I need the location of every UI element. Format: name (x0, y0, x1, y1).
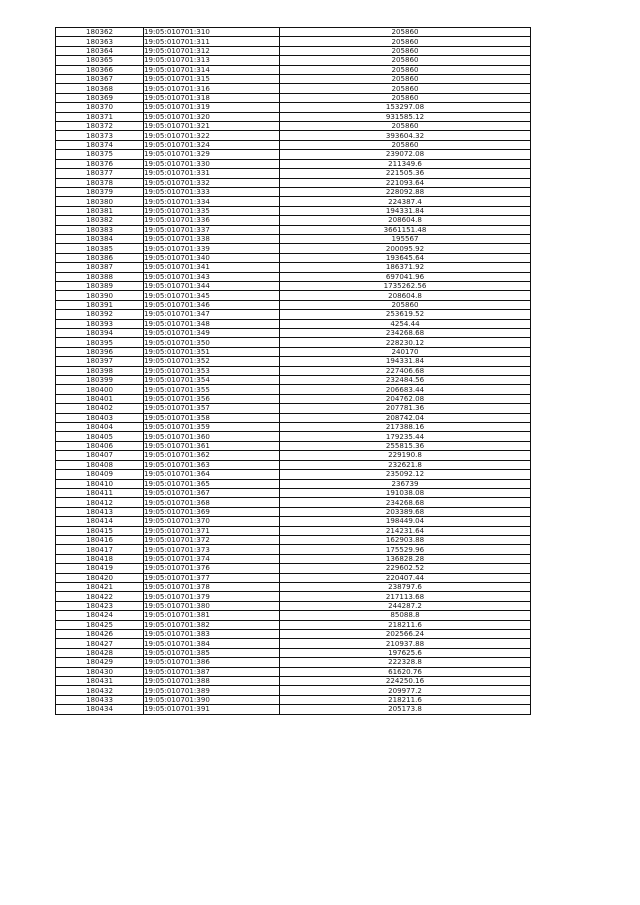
table-row (56, 263, 531, 272)
table-row (56, 75, 531, 84)
value-cell: 218211.6 (280, 695, 531, 704)
value-cell: 228230.12 (280, 338, 531, 347)
row-number-cell: 180388 (56, 272, 144, 281)
table-row (56, 93, 531, 102)
cadastral-number-cell: 19:05:010701:368 (144, 498, 280, 507)
table-row (56, 225, 531, 234)
table-row (56, 554, 531, 563)
cadastral-number-cell: 19:05:010701:369 (144, 507, 280, 516)
cadastral-number-cell: 19:05:010701:363 (144, 460, 280, 469)
row-number-cell: 180402 (56, 404, 144, 413)
table-row (56, 620, 531, 629)
row-number-cell: 180433 (56, 695, 144, 704)
table-row (56, 498, 531, 507)
cadastral-number-cell: 19:05:010701:380 (144, 601, 280, 610)
cadastral-number-cell: 19:05:010701:374 (144, 554, 280, 563)
row-number-cell: 180426 (56, 630, 144, 639)
row-number-cell: 180365 (56, 56, 144, 65)
row-number-cell: 180424 (56, 611, 144, 620)
table-row (56, 37, 531, 46)
cadastral-number-cell: 19:05:010701:321 (144, 122, 280, 131)
value-cell: 208742.04 (280, 413, 531, 422)
cadastral-number-cell: 19:05:010701:370 (144, 517, 280, 526)
cadastral-number-cell: 19:05:010701:365 (144, 479, 280, 488)
row-number-cell: 180362 (56, 28, 144, 37)
table-row (56, 648, 531, 657)
row-number-cell: 180387 (56, 263, 144, 272)
table-row (56, 169, 531, 178)
row-number-cell: 180390 (56, 291, 144, 300)
row-number-cell: 180415 (56, 526, 144, 535)
cadastral-number-cell: 19:05:010701:320 (144, 112, 280, 121)
table-row (56, 488, 531, 497)
value-cell: 697041.96 (280, 272, 531, 281)
table-row (56, 357, 531, 366)
table-row (56, 187, 531, 196)
cadastral-number-cell: 19:05:010701:386 (144, 658, 280, 667)
row-number-cell: 180432 (56, 686, 144, 695)
value-cell: 197625.6 (280, 648, 531, 657)
cadastral-number-cell: 19:05:010701:384 (144, 639, 280, 648)
table-row (56, 159, 531, 168)
cadastral-number-cell: 19:05:010701:361 (144, 441, 280, 450)
table-row (56, 291, 531, 300)
row-number-cell: 180406 (56, 441, 144, 450)
row-number-cell: 180394 (56, 329, 144, 338)
cadastral-number-cell: 19:05:010701:391 (144, 705, 280, 714)
table-row (56, 630, 531, 639)
value-cell: 224250.16 (280, 677, 531, 686)
value-cell: 200095.92 (280, 244, 531, 253)
cadastral-number-cell: 19:05:010701:339 (144, 244, 280, 253)
table-row (56, 366, 531, 375)
table-row (56, 140, 531, 149)
value-cell: 217388.16 (280, 423, 531, 432)
table-row (56, 244, 531, 253)
value-cell: 238797.6 (280, 582, 531, 591)
cadastral-number-cell: 19:05:010701:376 (144, 564, 280, 573)
value-cell: 61620.76 (280, 667, 531, 676)
value-cell: 232484.56 (280, 376, 531, 385)
table-row (56, 695, 531, 704)
table-row (56, 178, 531, 187)
row-number-cell: 180434 (56, 705, 144, 714)
cadastral-number-cell: 19:05:010701:357 (144, 404, 280, 413)
value-cell: 221093.64 (280, 178, 531, 187)
value-cell: 228092.88 (280, 187, 531, 196)
table-row (56, 639, 531, 648)
value-cell: 220407.44 (280, 573, 531, 582)
cadastral-number-cell: 19:05:010701:345 (144, 291, 280, 300)
table-row (56, 460, 531, 469)
row-number-cell: 180367 (56, 75, 144, 84)
cadastral-number-cell: 19:05:010701:340 (144, 253, 280, 262)
value-cell: 153297.08 (280, 103, 531, 112)
row-number-cell: 180385 (56, 244, 144, 253)
row-number-cell: 180405 (56, 432, 144, 441)
cadastral-number-cell: 19:05:010701:353 (144, 366, 280, 375)
value-cell: 85088.8 (280, 611, 531, 620)
value-cell: 208604.8 (280, 216, 531, 225)
value-cell: 229190.8 (280, 451, 531, 460)
value-cell: 235092.12 (280, 470, 531, 479)
cadastral-number-cell: 19:05:010701:319 (144, 103, 280, 112)
cadastral-number-cell: 19:05:010701:348 (144, 319, 280, 328)
cadastral-number-cell: 19:05:010701:355 (144, 385, 280, 394)
table-row (56, 300, 531, 309)
value-cell: 218211.6 (280, 620, 531, 629)
row-number-cell: 180368 (56, 84, 144, 93)
value-cell: 193645.64 (280, 253, 531, 262)
table-row (56, 611, 531, 620)
row-number-cell: 180428 (56, 648, 144, 657)
cadastral-number-cell: 19:05:010701:378 (144, 582, 280, 591)
value-cell: 234268.68 (280, 498, 531, 507)
cadastral-number-cell: 19:05:010701:358 (144, 413, 280, 422)
row-number-cell: 180421 (56, 582, 144, 591)
row-number-cell: 180416 (56, 535, 144, 544)
table-row (56, 385, 531, 394)
table-row (56, 234, 531, 243)
cadastral-number-cell: 19:05:010701:377 (144, 573, 280, 582)
table-row (56, 65, 531, 74)
value-cell: 240170 (280, 347, 531, 356)
table-row (56, 545, 531, 554)
row-number-cell: 180431 (56, 677, 144, 686)
value-cell: 204762.08 (280, 394, 531, 403)
row-number-cell: 180422 (56, 592, 144, 601)
value-cell: 179235.44 (280, 432, 531, 441)
table-row (56, 667, 531, 676)
cadastral-number-cell: 19:05:010701:390 (144, 695, 280, 704)
row-number-cell: 180395 (56, 338, 144, 347)
row-number-cell: 180379 (56, 187, 144, 196)
value-cell: 205860 (280, 75, 531, 84)
row-number-cell: 180423 (56, 601, 144, 610)
cadastral-number-cell: 19:05:010701:330 (144, 159, 280, 168)
table-row (56, 451, 531, 460)
table-row (56, 404, 531, 413)
table-row (56, 131, 531, 140)
row-number-cell: 180377 (56, 169, 144, 178)
row-number-cell: 180398 (56, 366, 144, 375)
value-cell: 207781.36 (280, 404, 531, 413)
row-number-cell: 180369 (56, 93, 144, 102)
value-cell: 236739 (280, 479, 531, 488)
table-row (56, 601, 531, 610)
row-number-cell: 180384 (56, 234, 144, 243)
row-number-cell: 180374 (56, 140, 144, 149)
row-number-cell: 180403 (56, 413, 144, 422)
value-cell: 205173.8 (280, 705, 531, 714)
row-number-cell: 180413 (56, 507, 144, 516)
cadastral-number-cell: 19:05:010701:351 (144, 347, 280, 356)
table-row (56, 658, 531, 667)
table-row (56, 677, 531, 686)
table-row (56, 206, 531, 215)
table-row (56, 507, 531, 516)
table-row (56, 535, 531, 544)
row-number-cell: 180383 (56, 225, 144, 234)
value-cell: 205860 (280, 46, 531, 55)
value-cell: 195567 (280, 234, 531, 243)
value-cell: 205860 (280, 65, 531, 74)
value-cell: 202566.24 (280, 630, 531, 639)
row-number-cell: 180401 (56, 394, 144, 403)
cadastral-number-cell: 19:05:010701:349 (144, 329, 280, 338)
table-row (56, 122, 531, 131)
value-cell: 203389.68 (280, 507, 531, 516)
row-number-cell: 180393 (56, 319, 144, 328)
table-row (56, 272, 531, 281)
value-cell: 210937.88 (280, 639, 531, 648)
value-cell: 194331.84 (280, 206, 531, 215)
table-row (56, 338, 531, 347)
value-cell: 205860 (280, 122, 531, 131)
row-number-cell: 180410 (56, 479, 144, 488)
cadastral-number-cell: 19:05:010701:344 (144, 281, 280, 290)
cadastral-number-cell: 19:05:010701:346 (144, 300, 280, 309)
row-number-cell: 180380 (56, 197, 144, 206)
table-row (56, 319, 531, 328)
table-row (56, 517, 531, 526)
value-cell: 206683.44 (280, 385, 531, 394)
cadastral-number-cell: 19:05:010701:360 (144, 432, 280, 441)
value-cell: 4254.44 (280, 319, 531, 328)
table-row (56, 686, 531, 695)
table-row (56, 705, 531, 714)
cadastral-number-cell: 19:05:010701:350 (144, 338, 280, 347)
cadastral-number-cell: 19:05:010701:381 (144, 611, 280, 620)
row-number-cell: 180391 (56, 300, 144, 309)
table-row (56, 28, 531, 37)
value-cell: 136828.28 (280, 554, 531, 563)
value-cell: 244287.2 (280, 601, 531, 610)
cadastral-number-cell: 19:05:010701:312 (144, 46, 280, 55)
value-cell: 393604.32 (280, 131, 531, 140)
value-cell: 209977.2 (280, 686, 531, 695)
cadastral-number-cell: 19:05:010701:356 (144, 394, 280, 403)
table-row (56, 564, 531, 573)
row-number-cell: 180404 (56, 423, 144, 432)
table-row (56, 526, 531, 535)
cadastral-number-cell: 19:05:010701:315 (144, 75, 280, 84)
value-cell: 205860 (280, 56, 531, 65)
cadastral-number-cell: 19:05:010701:359 (144, 423, 280, 432)
row-number-cell: 180370 (56, 103, 144, 112)
row-number-cell: 180372 (56, 122, 144, 131)
row-number-cell: 180397 (56, 357, 144, 366)
cadastral-number-cell: 19:05:010701:389 (144, 686, 280, 695)
row-number-cell: 180371 (56, 112, 144, 121)
table-row (56, 592, 531, 601)
cadastral-number-cell: 19:05:010701:334 (144, 197, 280, 206)
value-cell: 198449.04 (280, 517, 531, 526)
row-number-cell: 180425 (56, 620, 144, 629)
cadastral-number-cell: 19:05:010701:385 (144, 648, 280, 657)
value-cell: 205860 (280, 28, 531, 37)
data-table-body (56, 28, 531, 715)
row-number-cell: 180364 (56, 46, 144, 55)
value-cell: 186371.92 (280, 263, 531, 272)
row-number-cell: 180375 (56, 150, 144, 159)
row-number-cell: 180430 (56, 667, 144, 676)
cadastral-number-cell: 19:05:010701:388 (144, 677, 280, 686)
table-row (56, 470, 531, 479)
row-number-cell: 180376 (56, 159, 144, 168)
cadastral-number-cell: 19:05:010701:383 (144, 630, 280, 639)
value-cell: 162903.88 (280, 535, 531, 544)
table-row (56, 432, 531, 441)
cadastral-number-cell: 19:05:010701:336 (144, 216, 280, 225)
row-number-cell: 180412 (56, 498, 144, 507)
value-cell: 208604.8 (280, 291, 531, 300)
cadastral-number-cell: 19:05:010701:382 (144, 620, 280, 629)
row-number-cell: 180382 (56, 216, 144, 225)
value-cell: 931585.12 (280, 112, 531, 121)
cadastral-number-cell: 19:05:010701:318 (144, 93, 280, 102)
value-cell: 205860 (280, 84, 531, 93)
row-number-cell: 180363 (56, 37, 144, 46)
cadastral-number-cell: 19:05:010701:372 (144, 535, 280, 544)
table-row (56, 310, 531, 319)
value-cell: 205860 (280, 37, 531, 46)
value-cell: 221505.36 (280, 169, 531, 178)
table-row (56, 394, 531, 403)
table-row (56, 216, 531, 225)
cadastral-number-cell: 19:05:010701:343 (144, 272, 280, 281)
row-number-cell: 180407 (56, 451, 144, 460)
table-row (56, 197, 531, 206)
cadastral-number-cell: 19:05:010701:324 (144, 140, 280, 149)
row-number-cell: 180419 (56, 564, 144, 573)
table-row (56, 423, 531, 432)
value-cell: 211349.6 (280, 159, 531, 168)
value-cell: 194331.84 (280, 357, 531, 366)
value-cell: 222328.8 (280, 658, 531, 667)
value-cell: 232621.8 (280, 460, 531, 469)
row-number-cell: 180381 (56, 206, 144, 215)
row-number-cell: 180400 (56, 385, 144, 394)
value-cell: 205860 (280, 140, 531, 149)
value-cell: 229602.52 (280, 564, 531, 573)
table-row (56, 112, 531, 121)
value-cell: 191038.08 (280, 488, 531, 497)
cadastral-number-cell: 19:05:010701:311 (144, 37, 280, 46)
cadastral-number-cell: 19:05:010701:335 (144, 206, 280, 215)
cadastral-number-cell: 19:05:010701:332 (144, 178, 280, 187)
table-row (56, 150, 531, 159)
cadastral-number-cell: 19:05:010701:314 (144, 65, 280, 74)
cadastral-number-cell: 19:05:010701:371 (144, 526, 280, 535)
value-cell: 217113.68 (280, 592, 531, 601)
row-number-cell: 180408 (56, 460, 144, 469)
cadastral-number-cell: 19:05:010701:373 (144, 545, 280, 554)
cadastral-number-cell: 19:05:010701:341 (144, 263, 280, 272)
value-cell: 205860 (280, 300, 531, 309)
value-cell: 214231.64 (280, 526, 531, 535)
row-number-cell: 180411 (56, 488, 144, 497)
data-table (55, 27, 531, 715)
row-number-cell: 180378 (56, 178, 144, 187)
row-number-cell: 180429 (56, 658, 144, 667)
table-row (56, 441, 531, 450)
row-number-cell: 180414 (56, 517, 144, 526)
table-row (56, 329, 531, 338)
cadastral-number-cell: 19:05:010701:331 (144, 169, 280, 178)
cadastral-number-cell: 19:05:010701:364 (144, 470, 280, 479)
value-cell: 239072.08 (280, 150, 531, 159)
cadastral-number-cell: 19:05:010701:379 (144, 592, 280, 601)
table-row (56, 479, 531, 488)
value-cell: 234268.68 (280, 329, 531, 338)
table-row (56, 253, 531, 262)
table-row (56, 573, 531, 582)
value-cell: 1735262.56 (280, 281, 531, 290)
value-cell: 224387.4 (280, 197, 531, 206)
cadastral-number-cell: 19:05:010701:310 (144, 28, 280, 37)
row-number-cell: 180417 (56, 545, 144, 554)
row-number-cell: 180373 (56, 131, 144, 140)
value-cell: 205860 (280, 93, 531, 102)
table-row (56, 46, 531, 55)
table-row (56, 84, 531, 93)
cadastral-number-cell: 19:05:010701:347 (144, 310, 280, 319)
cadastral-number-cell: 19:05:010701:322 (144, 131, 280, 140)
table-row (56, 347, 531, 356)
value-cell: 175529.96 (280, 545, 531, 554)
row-number-cell: 180399 (56, 376, 144, 385)
cadastral-number-cell: 19:05:010701:367 (144, 488, 280, 497)
row-number-cell: 180392 (56, 310, 144, 319)
row-number-cell: 180386 (56, 253, 144, 262)
table-row (56, 376, 531, 385)
value-cell: 253619.52 (280, 310, 531, 319)
cadastral-number-cell: 19:05:010701:337 (144, 225, 280, 234)
row-number-cell: 180396 (56, 347, 144, 356)
cadastral-number-cell: 19:05:010701:316 (144, 84, 280, 93)
table-row (56, 56, 531, 65)
row-number-cell: 180427 (56, 639, 144, 648)
value-cell: 227406.68 (280, 366, 531, 375)
table-row (56, 582, 531, 591)
value-cell: 255815.36 (280, 441, 531, 450)
row-number-cell: 180409 (56, 470, 144, 479)
table-row (56, 103, 531, 112)
row-number-cell: 180420 (56, 573, 144, 582)
row-number-cell: 180418 (56, 554, 144, 563)
value-cell: 3661151.48 (280, 225, 531, 234)
cadastral-number-cell: 19:05:010701:387 (144, 667, 280, 676)
table-row (56, 413, 531, 422)
cadastral-number-cell: 19:05:010701:338 (144, 234, 280, 243)
table-row (56, 281, 531, 290)
cadastral-number-cell: 19:05:010701:354 (144, 376, 280, 385)
row-number-cell: 180389 (56, 281, 144, 290)
cadastral-number-cell: 19:05:010701:352 (144, 357, 280, 366)
row-number-cell: 180366 (56, 65, 144, 74)
cadastral-number-cell: 19:05:010701:362 (144, 451, 280, 460)
cadastral-number-cell: 19:05:010701:329 (144, 150, 280, 159)
cadastral-number-cell: 19:05:010701:313 (144, 56, 280, 65)
cadastral-number-cell: 19:05:010701:333 (144, 187, 280, 196)
